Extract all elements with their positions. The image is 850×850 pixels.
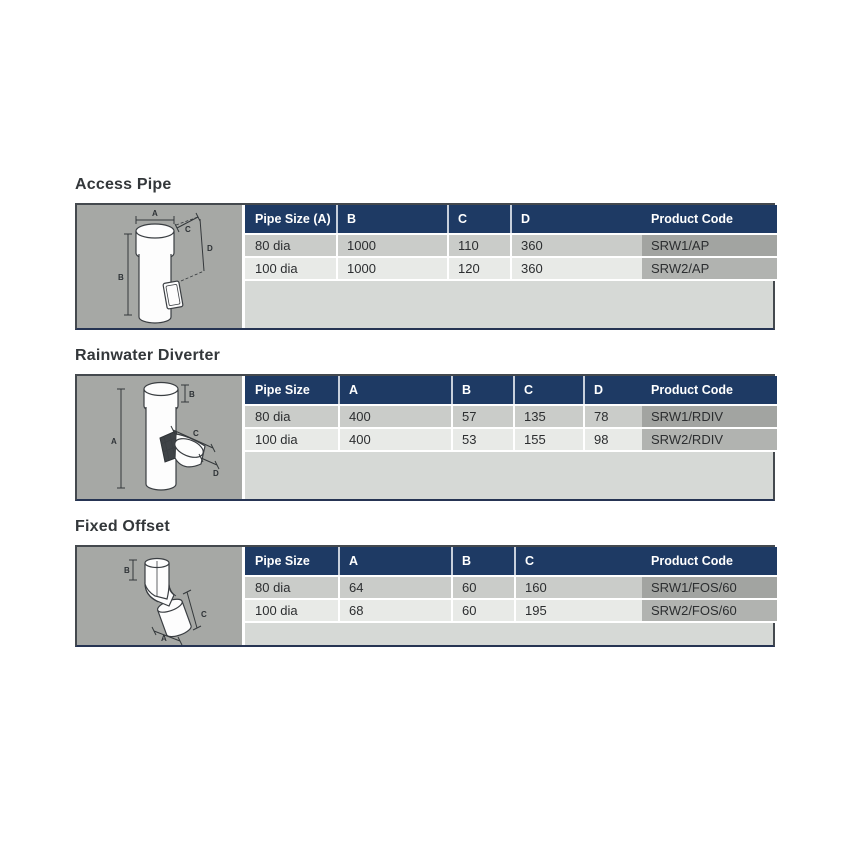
- section-rainwater-diverter: [75, 347, 775, 501]
- catalog-content: [75, 176, 775, 664]
- value-cell: 80 dia: [245, 233, 336, 256]
- value-cell: 135: [513, 404, 583, 427]
- column-header: D: [510, 205, 642, 233]
- value-cell: 68: [338, 598, 451, 623]
- table-row: [245, 233, 777, 256]
- value-cell: 80 dia: [245, 404, 338, 427]
- rainwater-diverter-table: [245, 376, 777, 452]
- table-row: [245, 256, 777, 281]
- value-cell: 400: [338, 427, 451, 452]
- dim-label-a: A: [152, 209, 158, 218]
- value-cell: 78: [583, 404, 642, 427]
- value-cell: 80 dia: [245, 575, 338, 598]
- section-block: [75, 203, 775, 330]
- column-header: A: [338, 547, 451, 575]
- value-cell: 195: [514, 598, 642, 623]
- value-cell: 1000: [336, 233, 447, 256]
- table-area: [242, 376, 773, 499]
- dim-label-d: D: [213, 469, 219, 478]
- product-code-cell: SRW1/FOS/60: [642, 575, 777, 598]
- table-row: [245, 404, 777, 427]
- dim-label-b: B: [118, 273, 124, 282]
- dim-label-b: B: [189, 390, 195, 399]
- section-block: [75, 374, 775, 501]
- fixed-offset-table: [245, 547, 777, 623]
- access-pipe-table: [245, 205, 777, 281]
- column-header: Product Code: [642, 547, 777, 575]
- table-area: [242, 547, 773, 645]
- column-header: Pipe Size: [245, 376, 338, 404]
- product-code-cell: SRW1/AP: [642, 233, 777, 256]
- rainwater-diverter-drawing-icon: [77, 376, 242, 499]
- dim-label-c: C: [201, 610, 207, 619]
- column-header: A: [338, 376, 451, 404]
- value-cell: 160: [514, 575, 642, 598]
- access-pipe-diagram: [77, 205, 242, 328]
- table-row: [245, 598, 777, 623]
- access-pipe-drawing-icon: [77, 205, 242, 328]
- value-cell: 100 dia: [245, 598, 338, 623]
- column-header: C: [514, 547, 642, 575]
- column-header: Product Code: [642, 205, 777, 233]
- product-code-cell: SRW2/RDIV: [642, 427, 777, 452]
- fixed-offset-diagram: [77, 547, 242, 645]
- column-header: C: [513, 376, 583, 404]
- section-title: Fixed Offset: [75, 518, 170, 535]
- column-header: B: [451, 547, 514, 575]
- header-row: [245, 205, 777, 233]
- dim-label-c: C: [185, 225, 191, 234]
- table-filler: [245, 281, 773, 328]
- dim-label-c: C: [193, 429, 199, 438]
- value-cell: 53: [451, 427, 513, 452]
- product-code-cell: SRW2/FOS/60: [642, 598, 777, 623]
- value-cell: 1000: [336, 256, 447, 281]
- header-row: [245, 547, 777, 575]
- value-cell: 100 dia: [245, 256, 336, 281]
- section-title: Rainwater Diverter: [75, 347, 220, 364]
- dim-label-d: D: [207, 244, 213, 253]
- column-header: Pipe Size (A): [245, 205, 336, 233]
- value-cell: 100 dia: [245, 427, 338, 452]
- dim-label-a: A: [111, 437, 117, 446]
- value-cell: 360: [510, 256, 642, 281]
- value-cell: 98: [583, 427, 642, 452]
- column-header: B: [451, 376, 513, 404]
- rainwater-diverter-diagram: [77, 376, 242, 499]
- column-header: D: [583, 376, 642, 404]
- value-cell: 57: [451, 404, 513, 427]
- section-title: Access Pipe: [75, 176, 172, 193]
- value-cell: 400: [338, 404, 451, 427]
- table-row: [245, 575, 777, 598]
- dim-label-b: B: [124, 566, 130, 575]
- table-filler: [245, 452, 773, 499]
- column-header: C: [447, 205, 510, 233]
- value-cell: 120: [447, 256, 510, 281]
- column-header: Product Code: [642, 376, 777, 404]
- fixed-offset-drawing-icon: [77, 547, 242, 645]
- value-cell: 64: [338, 575, 451, 598]
- section-block: [75, 545, 775, 647]
- product-code-cell: SRW2/AP: [642, 256, 777, 281]
- value-cell: 60: [451, 598, 514, 623]
- value-cell: 60: [451, 575, 514, 598]
- dim-label-a: A: [161, 634, 167, 643]
- value-cell: 155: [513, 427, 583, 452]
- value-cell: 110: [447, 233, 510, 256]
- section-access-pipe: [75, 176, 775, 330]
- table-area: [242, 205, 773, 328]
- column-header: Pipe Size: [245, 547, 338, 575]
- table-filler: [245, 623, 773, 645]
- value-cell: 360: [510, 233, 642, 256]
- table-row: [245, 427, 777, 452]
- product-code-cell: SRW1/RDIV: [642, 404, 777, 427]
- section-fixed-offset: [75, 518, 775, 647]
- column-header: B: [336, 205, 447, 233]
- header-row: [245, 376, 777, 404]
